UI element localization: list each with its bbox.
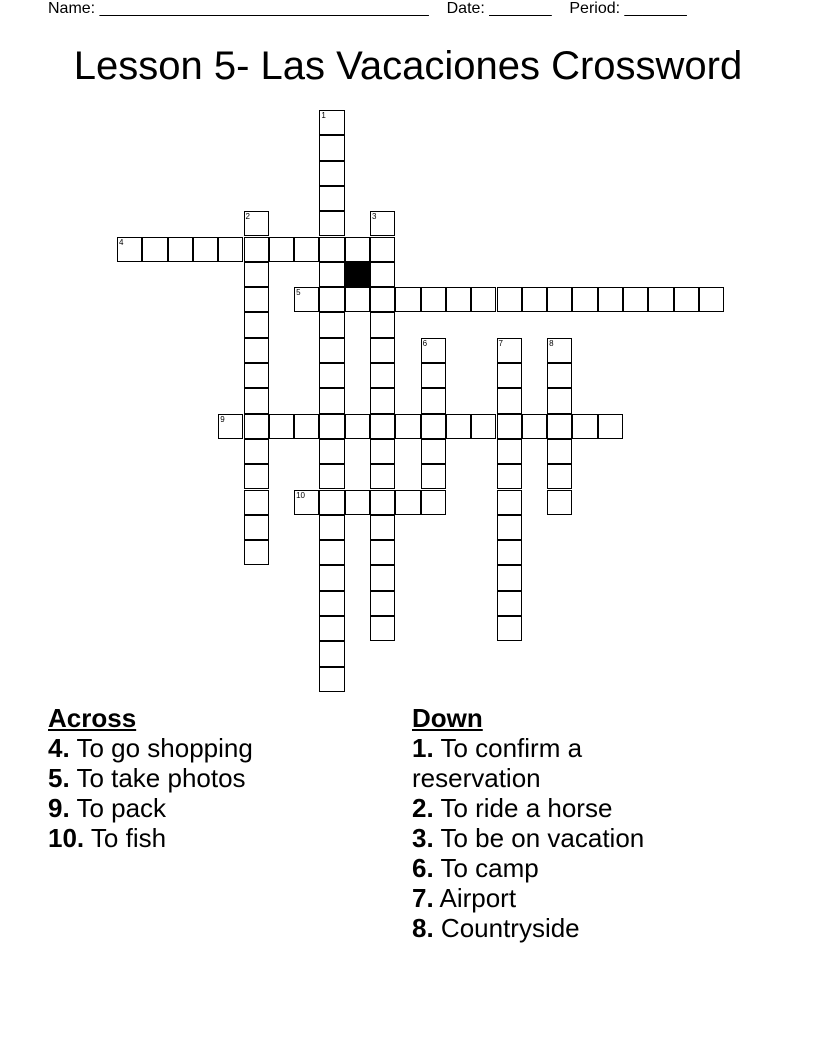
grid-cell[interactable] bbox=[547, 464, 572, 489]
grid-cell[interactable] bbox=[218, 237, 243, 262]
grid-cell[interactable] bbox=[319, 464, 344, 489]
grid-cell[interactable] bbox=[497, 464, 522, 489]
grid-cell[interactable] bbox=[319, 439, 344, 464]
grid-cell[interactable] bbox=[319, 363, 344, 388]
grid-cell[interactable] bbox=[370, 464, 395, 489]
grid-cell[interactable] bbox=[244, 363, 269, 388]
grid-cell[interactable] bbox=[319, 667, 344, 692]
grid-cell[interactable] bbox=[395, 414, 420, 439]
grid-cell[interactable] bbox=[370, 540, 395, 565]
grid-cell[interactable] bbox=[497, 540, 522, 565]
grid-cell[interactable] bbox=[319, 161, 344, 186]
grid-cell[interactable] bbox=[294, 237, 319, 262]
grid-cell[interactable] bbox=[497, 490, 522, 515]
grid-cell[interactable] bbox=[370, 565, 395, 590]
grid-cell[interactable] bbox=[319, 490, 344, 515]
grid-cell[interactable] bbox=[319, 565, 344, 590]
grid-cell[interactable] bbox=[395, 287, 420, 312]
grid-cell[interactable] bbox=[370, 287, 395, 312]
black-cell bbox=[345, 262, 370, 287]
grid-number-5: 5 bbox=[296, 288, 301, 298]
grid-cell[interactable] bbox=[244, 464, 269, 489]
grid-number-1: 1 bbox=[321, 111, 326, 120]
grid-number-2: 2 bbox=[245, 212, 250, 222]
grid-cell[interactable] bbox=[421, 388, 446, 413]
grid-cell[interactable] bbox=[699, 287, 724, 312]
grid-cell[interactable] bbox=[244, 312, 269, 337]
grid-cell[interactable] bbox=[497, 388, 522, 413]
grid-cell[interactable] bbox=[244, 262, 269, 287]
grid-cell[interactable] bbox=[319, 515, 344, 540]
grid-cell[interactable] bbox=[421, 363, 446, 388]
grid-cell[interactable] bbox=[370, 515, 395, 540]
grid-cell[interactable] bbox=[497, 439, 522, 464]
grid-cell[interactable] bbox=[421, 287, 446, 312]
grid-cell[interactable] bbox=[370, 439, 395, 464]
grid-cell[interactable] bbox=[674, 287, 699, 312]
grid-cell[interactable] bbox=[244, 287, 269, 312]
grid-cell[interactable] bbox=[370, 490, 395, 515]
clue-down-8: 8. Countryside bbox=[412, 913, 580, 943]
grid-cell[interactable] bbox=[345, 237, 370, 262]
page-title: Lesson 5- Las Vacaciones Crossword bbox=[73, 44, 743, 88]
grid-cell[interactable] bbox=[345, 414, 370, 439]
grid-cell[interactable] bbox=[370, 312, 395, 337]
clue-across-9: 9. To pack bbox=[48, 793, 167, 823]
grid-cell[interactable] bbox=[370, 262, 395, 287]
grid-cell[interactable] bbox=[269, 237, 294, 262]
grid-cell[interactable] bbox=[370, 591, 395, 616]
grid-cell[interactable] bbox=[471, 287, 496, 312]
grid-cell[interactable] bbox=[319, 591, 344, 616]
grid-cell[interactable] bbox=[370, 338, 395, 363]
grid-cell[interactable] bbox=[319, 262, 344, 287]
grid-number-9: 9 bbox=[220, 414, 225, 424]
grid-cell[interactable] bbox=[547, 439, 572, 464]
grid-number-7: 7 bbox=[498, 338, 503, 348]
grid-number-8: 8 bbox=[549, 338, 554, 348]
down-heading: Down bbox=[412, 703, 483, 733]
grid-cell[interactable] bbox=[244, 540, 269, 565]
grid-cell[interactable] bbox=[345, 490, 370, 515]
grid-cell[interactable] bbox=[547, 490, 572, 515]
grid-cell[interactable] bbox=[142, 237, 167, 262]
grid-cell[interactable] bbox=[244, 388, 269, 413]
grid-cell[interactable] bbox=[370, 616, 395, 641]
grid-cell[interactable] bbox=[547, 287, 572, 312]
grid-cell[interactable] bbox=[319, 312, 344, 337]
clue-down-1: 1. To confirm a reservation bbox=[412, 733, 583, 793]
grid-cell[interactable] bbox=[471, 414, 496, 439]
grid-cell[interactable] bbox=[168, 237, 193, 262]
grid-cell[interactable] bbox=[244, 439, 269, 464]
grid-cell[interactable] bbox=[244, 414, 269, 439]
grid-cell[interactable] bbox=[294, 414, 319, 439]
grid-cell[interactable] bbox=[421, 464, 446, 489]
clue-across-5: 5. To take photos bbox=[48, 763, 246, 793]
grid-cell[interactable] bbox=[522, 287, 547, 312]
grid-cell[interactable] bbox=[319, 237, 344, 262]
period-label: Period: bbox=[569, 0, 625, 17]
grid-cell[interactable] bbox=[421, 439, 446, 464]
grid-cell[interactable] bbox=[623, 287, 648, 312]
grid-cell[interactable] bbox=[572, 414, 597, 439]
grid-cell[interactable] bbox=[547, 388, 572, 413]
date-label: Date: bbox=[446, 0, 490, 17]
grid-cell[interactable] bbox=[319, 135, 344, 160]
clue-down-3: 3. To be on vacation bbox=[412, 823, 645, 853]
grid-cell[interactable] bbox=[572, 287, 597, 312]
clue-across-10: 10. To fish bbox=[48, 823, 167, 853]
grid-cell[interactable] bbox=[370, 414, 395, 439]
grid-cell[interactable] bbox=[319, 388, 344, 413]
grid-cell[interactable] bbox=[395, 490, 420, 515]
grid-cell[interactable] bbox=[244, 515, 269, 540]
down-clues bbox=[412, 703, 702, 943]
grid-cell[interactable] bbox=[497, 565, 522, 590]
grid-cell[interactable] bbox=[497, 591, 522, 616]
grid-cell[interactable] bbox=[446, 414, 471, 439]
clue-down-7: 7. Airport bbox=[412, 883, 517, 913]
grid-cell[interactable] bbox=[319, 414, 344, 439]
clue-down-6: 6. To camp bbox=[412, 853, 539, 883]
clue-down-2: 2. To ride a horse bbox=[412, 793, 613, 823]
grid-cell[interactable] bbox=[497, 616, 522, 641]
grid-cell[interactable] bbox=[522, 414, 547, 439]
grid-cell[interactable] bbox=[598, 287, 623, 312]
date-blank[interactable]: _______ bbox=[489, 0, 552, 17]
grid-cell[interactable] bbox=[446, 287, 471, 312]
period-blank[interactable]: _______ bbox=[624, 0, 687, 17]
grid-number-6: 6 bbox=[422, 338, 428, 348]
grid-cell[interactable] bbox=[193, 237, 218, 262]
grid-cell[interactable] bbox=[319, 186, 344, 211]
across-heading: Across bbox=[48, 703, 137, 733]
grid-cell[interactable] bbox=[319, 211, 344, 236]
grid-cell[interactable] bbox=[421, 414, 446, 439]
grid-cell[interactable] bbox=[497, 363, 522, 388]
grid-cell[interactable] bbox=[370, 388, 395, 413]
grid-cell[interactable] bbox=[497, 414, 522, 439]
grid-cell[interactable] bbox=[345, 287, 370, 312]
grid-number-10: 10 bbox=[296, 490, 305, 500]
name-label: Name: bbox=[48, 0, 100, 17]
grid-cell[interactable] bbox=[319, 338, 344, 363]
grid-cell[interactable] bbox=[421, 490, 446, 515]
grid-cell[interactable] bbox=[269, 414, 294, 439]
grid-cell[interactable] bbox=[244, 490, 269, 515]
grid-cell[interactable] bbox=[598, 414, 623, 439]
grid-cell[interactable] bbox=[319, 287, 344, 312]
grid-cell[interactable] bbox=[547, 363, 572, 388]
grid-cell[interactable] bbox=[244, 338, 269, 363]
grid-cell[interactable] bbox=[370, 363, 395, 388]
name-blank[interactable]: _____________________________________ bbox=[99, 0, 429, 17]
grid-cell[interactable] bbox=[319, 641, 344, 666]
grid-cell[interactable] bbox=[497, 515, 522, 540]
grid-number-4: 4 bbox=[119, 237, 124, 247]
grid-cell[interactable] bbox=[244, 237, 269, 262]
grid-cell[interactable] bbox=[370, 237, 395, 262]
clue-across-4: 4. To go shopping bbox=[48, 733, 253, 763]
grid-cell[interactable] bbox=[319, 616, 344, 641]
across-clues bbox=[48, 703, 378, 853]
grid-cell[interactable] bbox=[319, 540, 344, 565]
grid-cell[interactable] bbox=[648, 287, 673, 312]
grid-cell[interactable] bbox=[547, 414, 572, 439]
grid-cell[interactable] bbox=[497, 287, 522, 312]
grid-number-3: 3 bbox=[372, 212, 377, 222]
